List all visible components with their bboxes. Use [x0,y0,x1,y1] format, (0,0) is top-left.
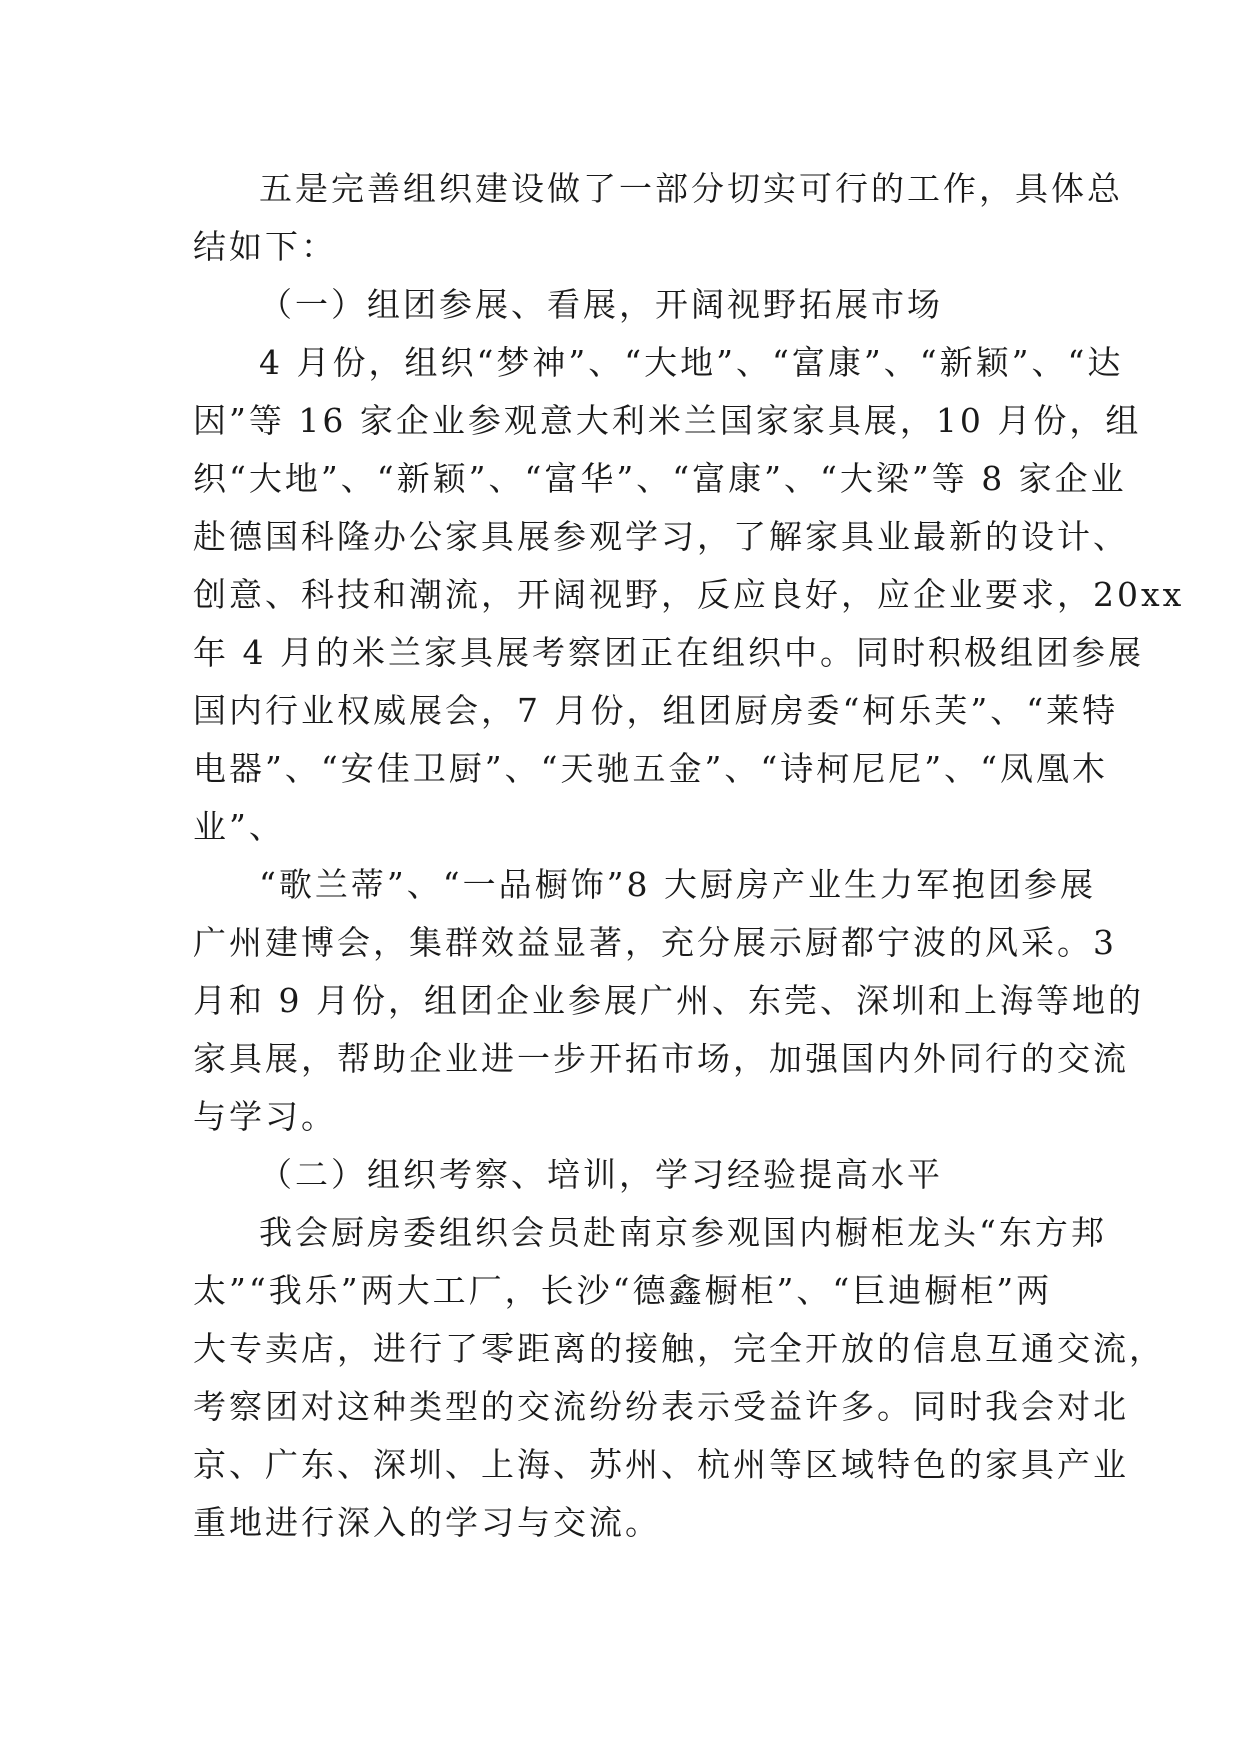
text-line: 结如下： [193,227,337,266]
text-line: 考察团对这种类型的交流纷纷表示受益许多。同时我会对北 [193,1387,1129,1426]
text-line: 大专卖店，进行了零距离的接触，完全开放的信息互通交流， [193,1329,1165,1368]
text-line: 创意、科技和潮流，开阔视野，反应良好，应企业要求，20xx [193,575,1185,614]
text-line: 广州建博会，集群效益显著，充分展示厨都宁波的风采。3 [193,923,1117,962]
text-line: 4 月份，组织“梦神”、“大地”、“富康”、“新颖”、“达 [259,343,1124,382]
text-line: 与学习。 [193,1097,337,1136]
text-line: 电器”、“安佳卫厨”、“天驰五金”、“诗柯尼尼”、“凤凰木 [193,749,1108,788]
text-line: 织“大地”、“新颖”、“富华”、“富康”、“大梁”等 8 家企业 [193,459,1127,498]
text-line: 业”、 [193,807,285,846]
text-line: 年 4 月的米兰家具展考察团正在组织中。同时积极组团参展 [193,633,1144,672]
text-line: 重地进行深入的学习与交流。 [193,1503,661,1542]
text-line: 我会厨房委组织会员赴南京参观国内橱柜龙头“东方邦 [259,1213,1107,1252]
text-line: “歌兰蒂”、“一品橱饰”8 大厨房产业生力军抱团参展 [259,865,1096,904]
text-line: 京、广东、深圳、上海、苏州、杭州等区域特色的家具产业 [193,1445,1129,1484]
section-heading: （一）组团参展、看展，开阔视野拓展市场 [259,285,943,324]
text-line: 国内行业权威展会，7 月份，组团厨房委“柯乐芙”、“莱特 [193,691,1119,730]
document-body [193,160,1185,1552]
text-line: 五是完善组织建设做了一部分切实可行的工作，具体总 [259,169,1123,208]
text-line: 家具展，帮助企业进一步开拓市场，加强国内外同行的交流 [193,1039,1129,1078]
text-line: 太”“我乐”两大工厂，长沙“德鑫橱柜”、“巨迪橱柜”两 [193,1271,1053,1310]
text-line: 赴德国科隆办公家具展参观学习，了解家具业最新的设计、 [193,517,1129,556]
text-line: 月和 9 月份，组团企业参展广州、东莞、深圳和上海等地的 [193,981,1144,1020]
section-heading: （二）组织考察、培训，学习经验提高水平 [259,1155,943,1194]
text-line: 因”等 16 家企业参观意大利米兰国家家具展，10 月份，组 [193,401,1142,440]
